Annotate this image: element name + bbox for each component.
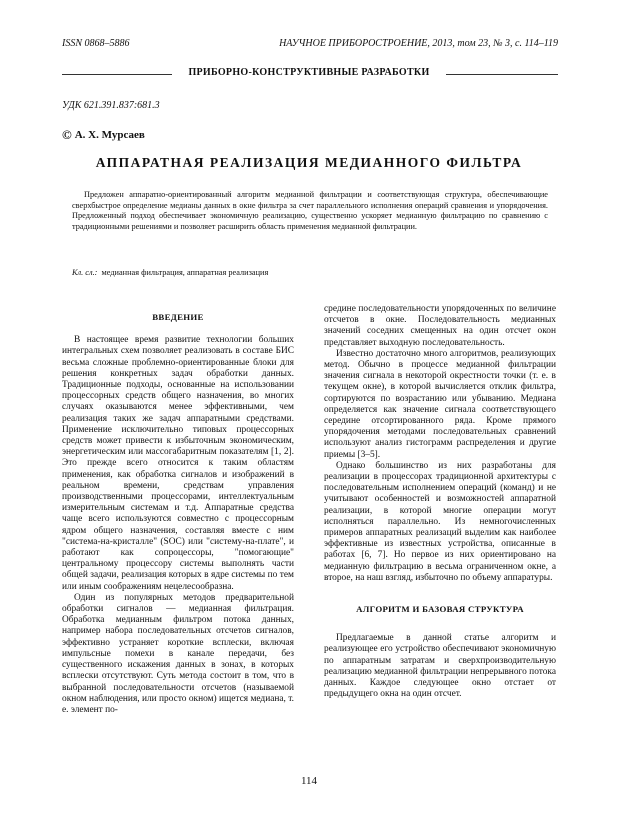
keywords-text: медианная фильтрация, аппаратная реализация xyxy=(101,268,269,277)
author-line xyxy=(62,127,145,143)
udk-code: УДК 621.391.837:681.3 xyxy=(62,100,160,111)
heading-algorithm: АЛГОРИТМ И БАЗОВАЯ СТРУКТУРА xyxy=(356,604,524,615)
paragraph: Предлагаемые в данной статье алгоритм и реализующее его устройство обеспечивают экономичную по аппаратным затратам и сверхпроизводительную реализацию медианной фильтрации непрерывного потока данных. Каждое следующее окно отстает от предыдущего окна на один отсчет. xyxy=(324,633,556,700)
right-column xyxy=(324,304,556,701)
page-number: 114 xyxy=(300,775,318,787)
section-title xyxy=(0,67,618,78)
left-column xyxy=(62,304,294,716)
paragraph: Однако большинство из них разработаны для реализации в процессорах традиционной архитектуры с последовательным исполнением операций (команд) и не учитывают особенностей и возможностей аппаратной реализации, в которой многие операции могут исполняться параллельно. Из немногочисленных примеров аппаратных реализаций выделим как наиболее эффективные из известных устройства, описанные в работах [6, 7]. Но первое из них ориентировано на медианную фильтрацию в весьма ограниченном окне, а второе, на наш взгляд, избыточно по объему аппаратуры. xyxy=(324,460,556,583)
keywords-label: Кл. сл.: xyxy=(72,268,98,277)
copyright-symbol: © xyxy=(62,127,72,142)
journal-citation: НАУЧНОЕ ПРИБОРОСТРОЕНИЕ, 2013, том 23, № 3, с. 114–119 xyxy=(279,38,558,49)
heading-introduction: ВВЕДЕНИЕ xyxy=(152,312,204,322)
abstract: Предложен аппаратно-ориентированный алгоритм медианной фильтрации и соответствующая структура, обеспечивающие сверхбыстрое определение медианы данных в окне фильтра за счет параллельного исполнения операций сравнения и упорядочения. Предложенный подход обеспечивает экономичную реализацию, существенно ускоряет медианную фильтрацию по сравнению с традиционными решениями и позволяет расширить область применения медианной фильтрации. xyxy=(72,190,548,231)
keywords xyxy=(72,268,268,277)
paragraph: Один из популярных методов предварительной обработки сигналов — медианная фильтрация. Обработка медианным фильтром потока данных, например набора последовательных отсчетов сигналов, эффективно устраняет короткие всплески, включая импульсные помехи в канале передачи, без существенного искажения данных в зонах, в которых всплески отсутствуют. Суть метода состоит в том, что в выбранной последовательности отсчетов (называемой окном наблюдения, или просто окном) ищется медиана, т. е. элемент по- xyxy=(62,592,294,715)
paragraph: Известно достаточно много алгоритмов, реализующих метод. Обычно в процессе медианной фильтрации значения сигнала в некоторой окрестности точки (т. е. в текущем окне), в которой вычисляется отклик фильтра, сортируются по возрастанию или убыванию. Медиана определяется как значение сигнала соответствующего середине отсортированного ряда. Кроме прямого упорядочения методами последовательных сравнений используют анализ гистограмм распределения и другие приемы [3–5]. xyxy=(324,348,556,460)
section-title-text: ПРИБОРНО-КОНСТРУКТИВНЫЕ РАЗРАБОТКИ xyxy=(183,67,434,78)
paragraph: средине последовательности упорядоченных по величине отсчетов в окне. Последовательность медианных значений соседних смещенных на один отсчет окон представляет выходную последовательность. xyxy=(324,304,556,348)
journal-issn: ISSN 0868–5886 xyxy=(62,38,130,49)
article-title: АППАРАТНАЯ РЕАЛИЗАЦИЯ МЕДИАННОГО ФИЛЬТРА xyxy=(95,155,523,170)
paragraph: В настоящее время развитие технологии больших интегральных схем позволяет реализовать в составе БИС весьма сложные проблемно-ориентированные блоки для решения конкретных задач обработки данных. Традиционные подходы, основанные на использовании процессорных средств общего назначения, во многих случаях оказываются менее эффективными, чем реализация таких же задач аппаратными средствами. Применение исключительно типовых процессорных средств может привести к избыточным экономическим, энергетическим или массогабаритным показателям [1, 2]. Это прежде всего относится к таким областям применения, как обработка сигналов и изображений в реальном времени, средствам управления производственными процессорами, интеллектуальным измерительным системам и т.д. Аппаратные средства чаще всего используются совместно с процессорным ядром общего назначения, составляя вместе с ним "система-на-кристалле" (SOC) или "систему-на-плате", и работают как сопроцессоры, "помогающие" центральному процессору системы выполнять части общей задачи, реализация которых в ядре системы по тем или иным соображениям нецелесообразна. xyxy=(62,335,294,592)
author-name: А. Х. Мурсаев xyxy=(74,129,145,141)
